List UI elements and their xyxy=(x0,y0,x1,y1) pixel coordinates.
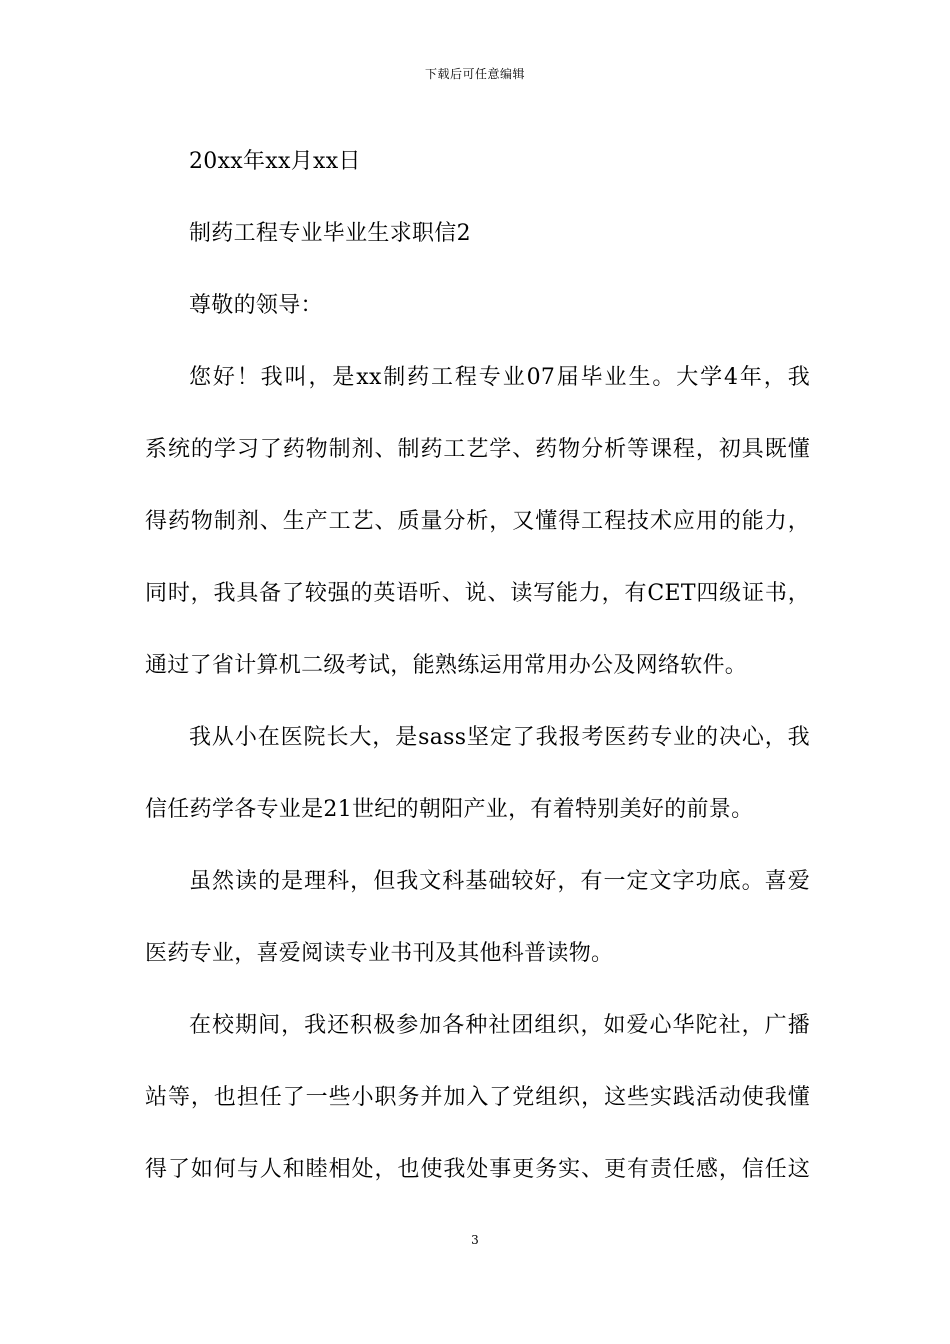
paragraph-line: 站等，也担任了一些小职务并加入了党组织，这些实践活动使我懂 xyxy=(145,1085,810,1110)
paragraph-line: 系统的学习了药物制剂、制药工艺学、药物分析等课程，初具既懂 xyxy=(145,437,810,462)
page-number: 3 xyxy=(471,1233,479,1247)
paragraph-line: 同时，我具备了较强的英语听、说、读写能力，有CET四级证书， xyxy=(145,581,810,606)
paragraph-line: 我从小在医院长大，是sass坚定了我报考医药专业的决心，我 xyxy=(189,725,810,750)
salutation: 尊敬的领导： xyxy=(189,293,323,318)
paragraph-line: 信任药学各专业是21世纪的朝阳产业，有着特别美好的前景。 xyxy=(145,797,754,822)
document-body xyxy=(145,126,810,1206)
paragraph-line: 得药物制剂、生产工艺、质量分析，又懂得工程技术应用的能力， xyxy=(145,509,810,534)
letter-title: 制药工程专业毕业生求职信2 xyxy=(189,221,471,246)
date-line: 20xx年xx月xx日 xyxy=(189,149,361,174)
paragraph-line: 虽然读的是理科，但我文科基础较好，有一定文字功底。喜爱 xyxy=(189,869,810,894)
paragraph-line: 通过了省计算机二级考试，能熟练运用常用办公及网络软件。 xyxy=(145,653,748,678)
paragraph-line: 得了如何与人和睦相处，也使我处事更务实、更有责任感，信任这 xyxy=(145,1157,810,1182)
paragraph-line: 在校期间，我还积极参加各种社团组织，如爱心华陀社，广播 xyxy=(189,1013,810,1038)
page-header: 下载后可任意编辑 xyxy=(424,67,525,81)
paragraph-line: 您好！我叫，是xx制药工程专业07届毕业生。大学4年，我 xyxy=(189,365,810,390)
paragraph-line: 医药专业，喜爱阅读专业书刊及其他科普读物。 xyxy=(145,941,614,966)
